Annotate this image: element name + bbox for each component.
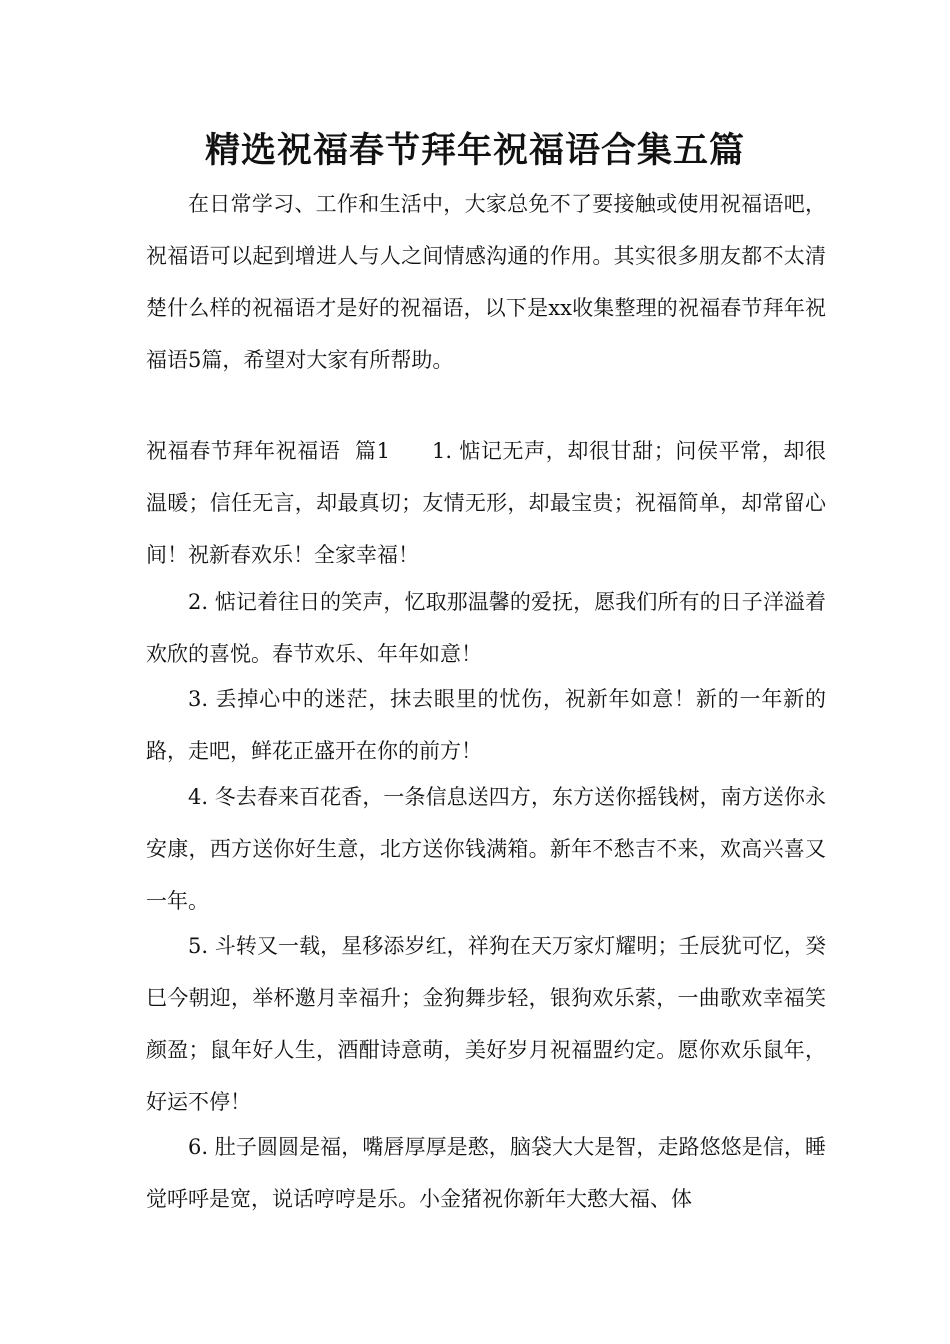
list-item: 3. 丢掉心中的迷茫，抹去眼里的忧伤，祝新年如意！新的一年新的路，走吧，鲜花正盛开在你的前方！ — [146, 687, 826, 763]
document-title: 精选祝福春节拜年祝福语合集五篇 — [204, 131, 745, 171]
list-item: 1. 惦记无声，却很甘甜；问侯平常，却很温暖；信任无言，却最真切；友情无形，却最宝贵；祝福简单，却常留心间！祝新春欢乐！全家幸福！ — [146, 439, 826, 567]
list-item: 6. 肚子圆圆是福，嘴唇厚厚是憨，脑袋大大是智，走路悠悠是信，睡觉呼呼是宽，说话哼哼是乐。小金猪祝你新年大憨大福、体 — [146, 1135, 826, 1211]
section-label: 祝福春节拜年祝福语 篇1 — [146, 439, 390, 463]
section-first-paragraph — [146, 425, 826, 581]
list-item: 4. 冬去春来百花香，一条信息送四方，东方送你摇钱树，南方送你永安康，西方送你好生意，北方送你钱满箱。新年不愁吉不来，欢高兴喜又一年。 — [146, 785, 826, 913]
list-item: 5. 斗转又一载，星移添岁红，祥狗在天万家灯耀明；壬辰犹可忆，癸巳今朝迎，举杯邀月幸福升；金狗舞步轻，银狗欢乐萦，一曲歌欢幸福笑颜盈；鼠年好人生，酒酣诗意萌，美好岁月祝福盟约定。愿你欢乐鼠年，好运不停！ — [146, 934, 826, 1114]
intro-paragraph: 在日常学习、工作和生活中，大家总免不了要接触或使用祝福语吧，祝福语可以起到增进人与人之间情感沟通的作用。其实很多朋友都不太清楚什么样的祝福语才是好的祝福语，以下是xx收集整理的祝福春节拜年祝福语5篇，希望对大家有所帮助。 — [146, 192, 826, 372]
list-item: 2. 惦记着往日的笑声，忆取那温馨的爱抚，愿我们所有的日子洋溢着欢欣的喜悦。春节欢乐、年年如意！ — [146, 590, 826, 666]
